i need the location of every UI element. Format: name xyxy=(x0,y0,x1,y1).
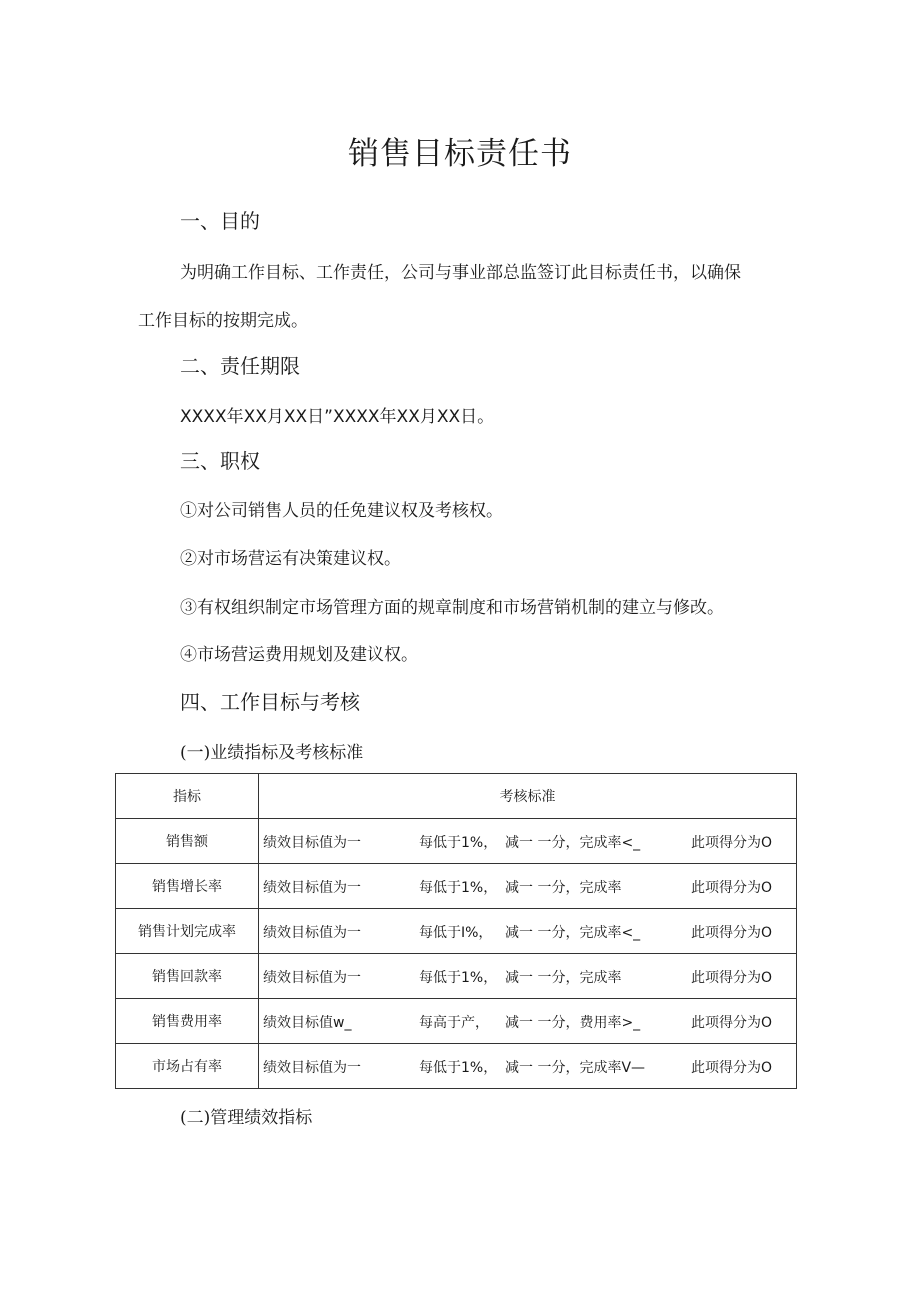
criteria-cell xyxy=(259,954,797,999)
indicator-name: 销售回款率 xyxy=(116,954,259,999)
table-row xyxy=(116,909,797,954)
authority-item-1: ①对公司销售人员的任免建议权及考核权。 xyxy=(180,501,503,521)
table-row xyxy=(116,864,797,909)
subsection-performance-kpi: (一)业绩指标及考核标准 xyxy=(180,743,364,763)
section-heading-authority: 三、职权 xyxy=(180,449,260,473)
criteria-deduction: 减一 一分，完成率 xyxy=(505,970,622,986)
criteria-deduction: 减一 一分，完成率<_ xyxy=(505,925,641,941)
indicator-name: 销售计划完成率 xyxy=(116,909,259,954)
authority-item-2: ②对市场营运有决策建议权。 xyxy=(180,549,401,569)
criteria-target: 绩效目标值为一 xyxy=(263,970,361,986)
criteria-deduction: 减一 一分，费用率>_ xyxy=(505,1015,641,1031)
table-row xyxy=(116,1044,797,1089)
subsection-management-kpi: (二)管理绩效指标 xyxy=(180,1108,313,1128)
criteria-target: 绩效目标值为一 xyxy=(263,835,361,851)
purpose-text-line1: 为明确工作目标、工作责任，公司与事业部总监签订此目标责任书，以确保 xyxy=(180,263,741,283)
criteria-threshold: 每低于I%， xyxy=(419,925,493,941)
authority-item-3: ③有权组织制定市场管理方面的规章制度和市场营销机制的建立与修改。 xyxy=(180,598,724,618)
section-heading-purpose: 一、目的 xyxy=(180,209,260,233)
section-heading-goals: 四、工作目标与考核 xyxy=(180,690,360,714)
criteria-threshold: 每低于1%， xyxy=(419,835,498,851)
purpose-text-line2: 工作目标的按期完成。 xyxy=(138,311,308,331)
criteria-threshold: 每高于产， xyxy=(419,1015,489,1031)
criteria-score: 此项得分为O xyxy=(691,1060,773,1076)
table-row xyxy=(116,819,797,864)
criteria-deduction: 减一 一分，完成率V— xyxy=(505,1060,646,1076)
authority-item-4: ④市场营运费用规划及建议权。 xyxy=(180,645,418,665)
header-criteria: 考核标准 xyxy=(259,774,797,819)
criteria-deduction: 减一 一分，完成率 xyxy=(505,880,622,896)
criteria-score: 此项得分为O xyxy=(691,970,773,986)
criteria-threshold: 每低于1%， xyxy=(419,1060,498,1076)
criteria-target: 绩效目标值为一 xyxy=(263,925,361,941)
table-row xyxy=(116,999,797,1044)
criteria-cell xyxy=(259,819,797,864)
criteria-score: 此项得分为O xyxy=(691,925,773,941)
criteria-threshold: 每低于1%， xyxy=(419,970,498,986)
document-title: 销售目标责任书 xyxy=(348,136,572,172)
criteria-target: 绩效目标值为一 xyxy=(263,1060,361,1076)
table-header-row xyxy=(116,774,797,819)
criteria-cell xyxy=(259,999,797,1044)
kpi-table xyxy=(115,773,797,1089)
indicator-name: 销售额 xyxy=(116,819,259,864)
criteria-target: 绩效目标值w_ xyxy=(263,1015,352,1031)
indicator-name: 销售费用率 xyxy=(116,999,259,1044)
criteria-score: 此项得分为O xyxy=(691,1015,773,1031)
criteria-deduction: 减一 一分，完成率<_ xyxy=(505,835,641,851)
indicator-name: 市场占有率 xyxy=(116,1044,259,1089)
indicator-name: 销售增长率 xyxy=(116,864,259,909)
criteria-target: 绩效目标值为一 xyxy=(263,880,361,896)
criteria-threshold: 每低于1%， xyxy=(419,880,498,896)
table-row xyxy=(116,954,797,999)
criteria-score: 此项得分为O xyxy=(691,880,773,896)
section-heading-period: 二、责任期限 xyxy=(180,354,300,378)
period-text: XXXX年XX月XX日”XXXX年XX月XX日。 xyxy=(180,407,495,427)
criteria-cell xyxy=(259,864,797,909)
criteria-cell xyxy=(259,909,797,954)
criteria-cell xyxy=(259,1044,797,1089)
header-indicator: 指标 xyxy=(116,774,259,819)
criteria-score: 此项得分为O xyxy=(691,835,773,851)
